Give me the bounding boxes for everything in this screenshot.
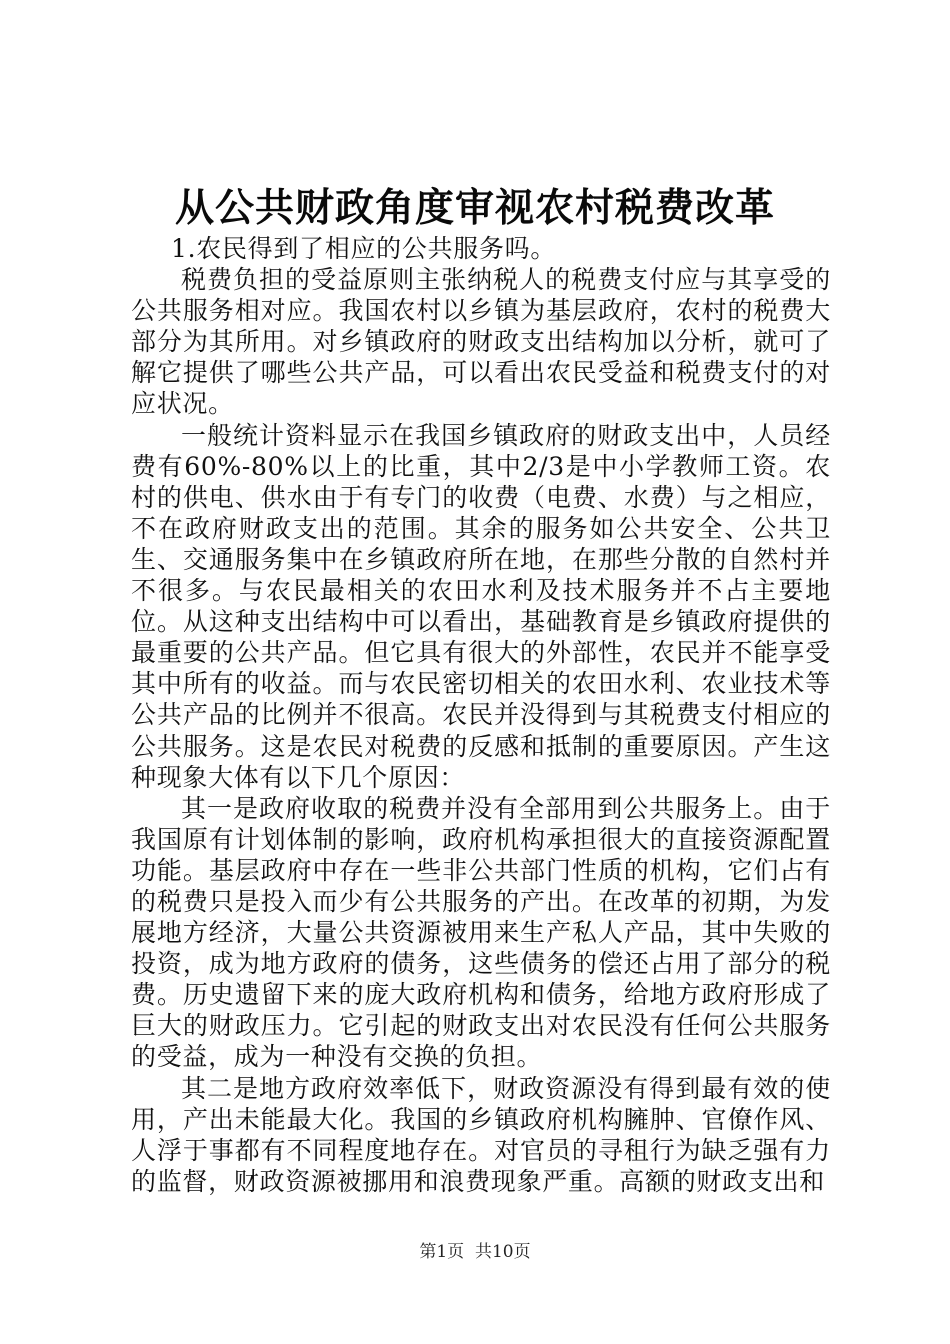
paragraph: 一般统计资料显示在我国乡镇政府的财政支出中，人员经费有60%-80%以上的比重，其中2/3是中小学教师工资。农村的供电、供水由于有专门的收费（电费、水费）与之相应，不在政府财政支出的范围。其余的服务如公共安全、公共卫生、交通服务集中在乡镇政府所在地，在那些分散的自然村并不很多。与农民最相关的农田水利及技术服务并不占主要地位。从这种支出结构中可以看出，基础教育是乡镇政府提供的最重要的公共产品。但它具有很大的外部性，农民并不能享受其中所有的收益。而与农民密切相关的农田水利、农业技术等公共产品的比例并不很高。农民并没得到与其税费支付相应的公共服务。这是农民对税费的反感和抵制的重要原因。产生这种现象大体有以下几个原因： [131, 420, 831, 792]
paragraph: 税费负担的受益原则主张纳税人的税费支付应与其享受的公共服务相对应。我国农村以乡镇为基层政府，农村的税费大部分为其所用。对乡镇政府的财政支出结构加以分析，就可了解它提供了哪些公共产品，可以看出农民受益和税费支付的对应状况。 [131, 265, 831, 419]
paragraph: 其一是政府收取的税费并没有全部用到公共服务上。由于我国原有计划体制的影响，政府机构承担很大的直接资源配置功能。基层政府中存在一些非公共部门性质的机构，它们占有的税费只是投入而少有公共服务的产出。在改革的初期，为发展地方经济，大量公共资源被用来生产私人产品，其中失败的投资，成为地方政府的债务，这些债务的偿还占用了部分的税费。历史遗留下来的庞大政府机构和债务，给地方政府形成了巨大的财政压力。它引起的财政支出对农民没有任何公共服务的受益，成为一种没有交换的负担。 [131, 793, 831, 1072]
document-body [131, 233, 831, 1197]
paragraph: 其二是地方政府效率低下，财政资源没有得到最有效的使用，产出未能最大化。我国的乡镇政府机构臃肿、官僚作风、人浮于事都有不同程度地存在。对官员的寻租行为缺乏强有力的监督，财政资源被挪用和浪费现象严重。高额的财政支出和 [131, 1073, 831, 1196]
section-heading: 1.农民得到了相应的公共服务吗。 [171, 234, 557, 263]
page-number-footer: 第1页 共10页 [419, 1242, 531, 1262]
document-title: 从公共财政角度审视农村税费改革 [174, 186, 775, 231]
